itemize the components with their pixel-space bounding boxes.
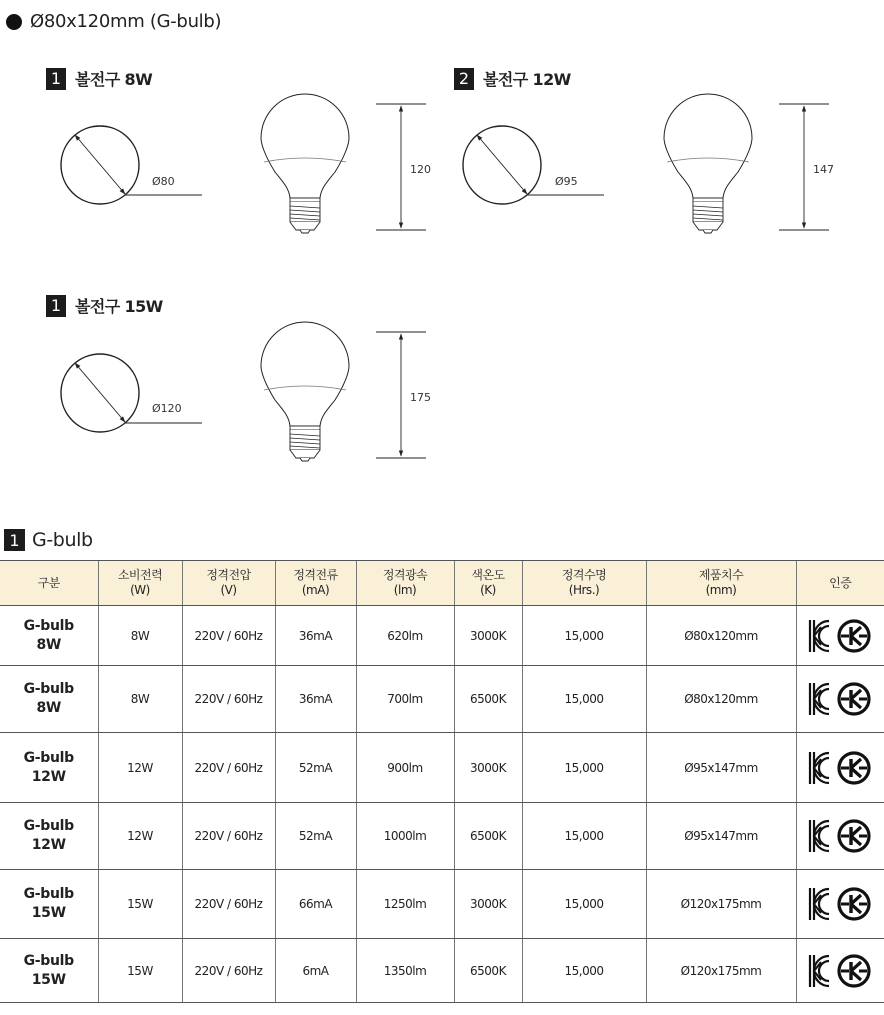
cell-power: 8W: [98, 606, 182, 666]
bulb-drawings: [0, 0, 884, 500]
cell-name: G-bulb 15W: [0, 870, 98, 939]
cell-lumen: 1350lm: [356, 939, 454, 1003]
cell-cct: 3000K: [454, 606, 522, 666]
kc-mark-icon: [808, 887, 832, 921]
header-cert: 인증: [796, 561, 884, 606]
cell-current: 66mA: [275, 870, 356, 939]
cell-power: 12W: [98, 803, 182, 870]
table-row: [0, 939, 884, 1003]
header-category: 구분: [0, 561, 98, 606]
cell-cct: 3000K: [454, 870, 522, 939]
diameter-label: Ø120: [152, 402, 182, 415]
table-row: [0, 870, 884, 939]
diameter-label: Ø95: [555, 175, 578, 188]
cell-current: 52mA: [275, 733, 356, 803]
cell-cert: [796, 733, 884, 803]
cell-life: 15,000: [522, 870, 646, 939]
header-life: 정격수명 (Hrs.): [522, 561, 646, 606]
cell-name: G-bulb 8W: [0, 666, 98, 733]
section-number-badge: 1: [4, 529, 25, 551]
cell-cert: [796, 870, 884, 939]
cell-power: 12W: [98, 733, 182, 803]
height-dimension-12w: [779, 104, 834, 230]
cell-size: Ø120x175mm: [646, 939, 796, 1003]
bulb-side-view-8w-icon: [261, 94, 349, 233]
header-current: 정격전류 (mA): [275, 561, 356, 606]
cell-size: Ø80x120mm: [646, 666, 796, 733]
cell-cert: [796, 666, 884, 733]
cell-power: 15W: [98, 939, 182, 1003]
model-number-badge: 2: [454, 68, 474, 90]
kc-mark-icon: [808, 954, 832, 988]
bulb-side-view-12w-icon: [664, 94, 752, 233]
k-mark-icon: [836, 887, 872, 921]
k-mark-icon: [836, 819, 872, 853]
cell-lumen: 620lm: [356, 606, 454, 666]
cell-size: Ø95x147mm: [646, 733, 796, 803]
table-row: [0, 733, 884, 803]
spec-section-heading: [4, 529, 93, 551]
table-row: [0, 803, 884, 870]
header-cct: 색온도 (K): [454, 561, 522, 606]
cell-cct: 6500K: [454, 939, 522, 1003]
section-title: G-bulb: [32, 529, 93, 551]
kc-mark-icon: [808, 682, 832, 716]
k-mark-icon: [836, 619, 872, 653]
model-label: 볼전구 15W: [75, 297, 163, 316]
cell-size: Ø80x120mm: [646, 606, 796, 666]
model-number-badge: 1: [46, 295, 66, 317]
model-label: 볼전구 12W: [483, 70, 571, 89]
spec-table: [0, 560, 884, 1003]
cell-cct: 3000K: [454, 733, 522, 803]
cell-lumen: 1000lm: [356, 803, 454, 870]
k-mark-icon: [836, 954, 872, 988]
cell-name: G-bulb 12W: [0, 733, 98, 803]
cell-power: 8W: [98, 666, 182, 733]
cell-cct: 6500K: [454, 803, 522, 870]
k-mark-icon: [836, 682, 872, 716]
table-row: [0, 666, 884, 733]
cell-voltage: 220V / 60Hz: [182, 939, 275, 1003]
cell-life: 15,000: [522, 666, 646, 733]
cell-current: 52mA: [275, 803, 356, 870]
kc-mark-icon: [808, 819, 832, 853]
cell-cct: 6500K: [454, 666, 522, 733]
cell-cert: [796, 939, 884, 1003]
cell-size: Ø95x147mm: [646, 803, 796, 870]
height-dimension-15w: [376, 332, 431, 458]
height-label: 175: [410, 391, 431, 404]
model-number-badge: 1: [46, 68, 66, 90]
cell-current: 6mA: [275, 939, 356, 1003]
kc-mark-icon: [808, 619, 832, 653]
model-label: 볼전구 8W: [75, 70, 153, 89]
cell-name: G-bulb 12W: [0, 803, 98, 870]
diameter-label: Ø80: [152, 175, 175, 188]
height-label: 147: [813, 163, 834, 176]
k-mark-icon: [836, 751, 872, 785]
cell-life: 15,000: [522, 803, 646, 870]
bulb-side-view-15w-icon: [261, 322, 349, 461]
top-view-12w: [463, 126, 604, 204]
cell-lumen: 1250lm: [356, 870, 454, 939]
cell-voltage: 220V / 60Hz: [182, 733, 275, 803]
cell-cert: [796, 803, 884, 870]
cell-life: 15,000: [522, 939, 646, 1003]
cell-name: G-bulb 8W: [0, 606, 98, 666]
cell-current: 36mA: [275, 606, 356, 666]
table-row: [0, 606, 884, 666]
cell-voltage: 220V / 60Hz: [182, 870, 275, 939]
height-dimension-8w: [376, 104, 431, 230]
table-header-row: [0, 561, 884, 606]
header-size: 제품치수 (mm): [646, 561, 796, 606]
header-voltage: 정격전압 (V): [182, 561, 275, 606]
cell-life: 15,000: [522, 606, 646, 666]
cell-voltage: 220V / 60Hz: [182, 803, 275, 870]
cell-lumen: 700lm: [356, 666, 454, 733]
top-view-8w: [61, 126, 202, 204]
page-title: Ø80x120mm (G-bulb): [30, 11, 222, 32]
kc-mark-icon: [808, 751, 832, 785]
cell-size: Ø120x175mm: [646, 870, 796, 939]
cell-current: 36mA: [275, 666, 356, 733]
top-view-15w: [61, 354, 202, 432]
header-lumen: 정격광속 (lm): [356, 561, 454, 606]
cell-voltage: 220V / 60Hz: [182, 666, 275, 733]
cell-life: 15,000: [522, 733, 646, 803]
height-label: 120: [410, 163, 431, 176]
cell-cert: [796, 606, 884, 666]
cell-voltage: 220V / 60Hz: [182, 606, 275, 666]
cell-power: 15W: [98, 870, 182, 939]
cell-name: G-bulb 15W: [0, 939, 98, 1003]
cell-lumen: 900lm: [356, 733, 454, 803]
header-power: 소비전력 (W): [98, 561, 182, 606]
